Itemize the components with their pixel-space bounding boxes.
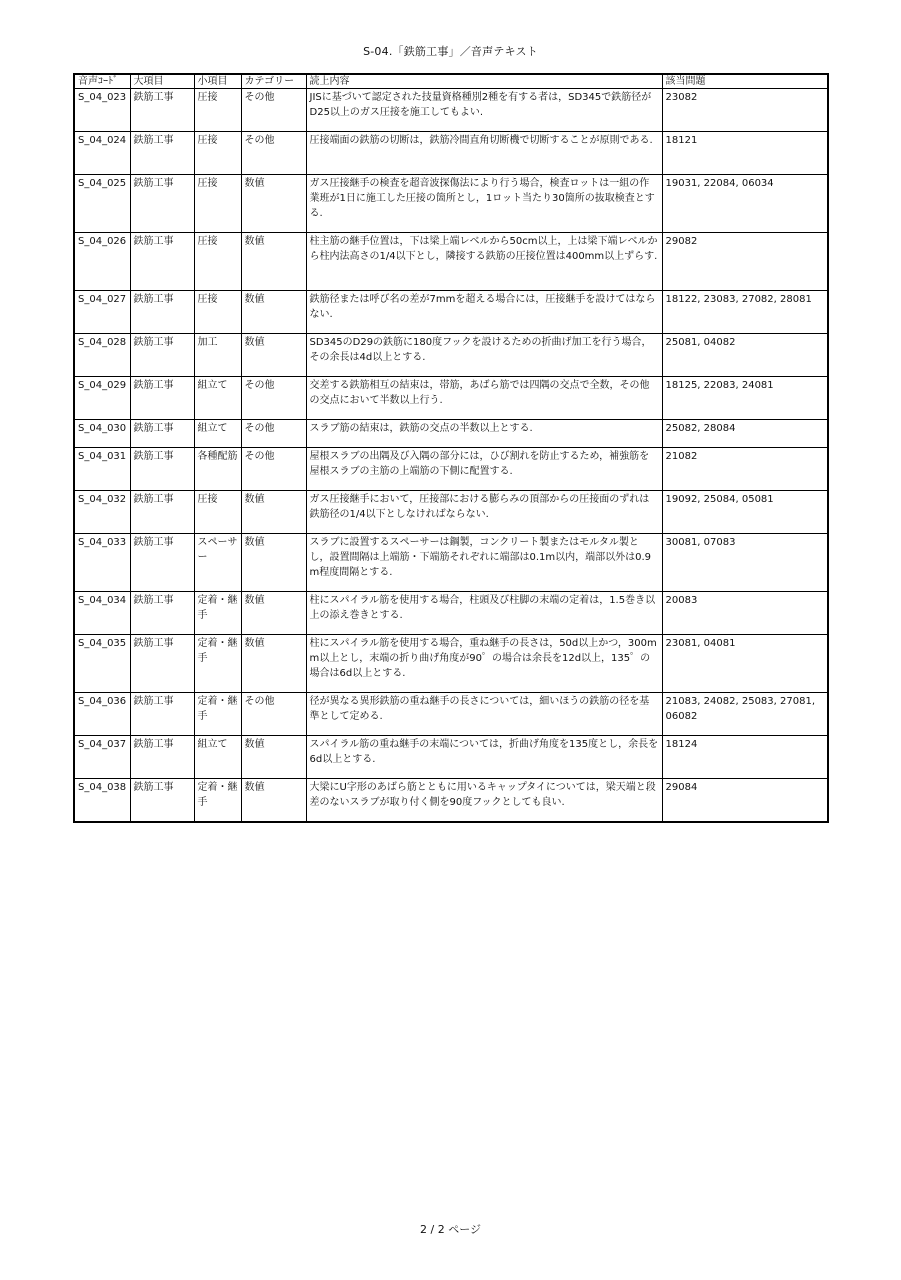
cell-text: スラブ筋の結束は，鉄筋の交点の半数以上とする.: [306, 420, 662, 448]
cell-code: S_04_034: [74, 592, 130, 635]
cell-major: 鉄筋工事: [130, 175, 194, 233]
cell-major: 鉄筋工事: [130, 233, 194, 291]
cell-category: その他: [241, 377, 306, 420]
cell-major: 鉄筋工事: [130, 89, 194, 132]
cell-minor: 加工: [194, 334, 241, 377]
cell-category: 数値: [241, 736, 306, 779]
cell-code: S_04_027: [74, 291, 130, 334]
table-row: [74, 89, 828, 132]
table-row: [74, 779, 828, 822]
header-minor: 小項目: [194, 74, 241, 89]
cell-questions: 25082, 28084: [662, 420, 828, 448]
cell-category: その他: [241, 132, 306, 175]
cell-questions: 18121: [662, 132, 828, 175]
cell-text: 柱主筋の継手位置は，下は梁上端レベルから50cm以上，上は梁下端レベルから柱内法高さの1/4以下とし，隣接する鉄筋の圧接位置は400mm以上ずらす.: [306, 233, 662, 291]
cell-major: 鉄筋工事: [130, 420, 194, 448]
cell-category: その他: [241, 89, 306, 132]
table-row: [74, 534, 828, 592]
cell-minor: 圧接: [194, 89, 241, 132]
cell-major: 鉄筋工事: [130, 448, 194, 491]
cell-questions: 21082: [662, 448, 828, 491]
page-footer: 2 / 2 ページ: [420, 1223, 481, 1236]
header-questions: 該当問題: [662, 74, 828, 89]
cell-questions: 30081, 07083: [662, 534, 828, 592]
cell-code: S_04_032: [74, 491, 130, 534]
cell-major: 鉄筋工事: [130, 779, 194, 822]
cell-text: スパイラル筋の重ね継手の末端については，折曲げ角度を135度とし，余長を6d以上とする.: [306, 736, 662, 779]
cell-text: 交差する鉄筋相互の結束は，帯筋，あばら筋では四隅の交点で全数，その他の交点において半数以上行う.: [306, 377, 662, 420]
table-row: [74, 377, 828, 420]
table-row: [74, 736, 828, 779]
cell-text: SD345のD29の鉄筋に180度フックを設けるための折曲げ加工を行う場合，その余長は4d以上とする.: [306, 334, 662, 377]
cell-code: S_04_026: [74, 233, 130, 291]
table-row: [74, 635, 828, 693]
table-row: [74, 592, 828, 635]
cell-category: 数値: [241, 491, 306, 534]
cell-code: S_04_033: [74, 534, 130, 592]
cell-questions: 29082: [662, 233, 828, 291]
cell-major: 鉄筋工事: [130, 334, 194, 377]
cell-questions: 25081, 04082: [662, 334, 828, 377]
cell-questions: 18122, 23083, 27082, 28081: [662, 291, 828, 334]
cell-code: S_04_024: [74, 132, 130, 175]
cell-minor: 定着・継手: [194, 693, 241, 736]
cell-text: 圧接端面の鉄筋の切断は，鉄筋冷間直角切断機で切断することが原則である.: [306, 132, 662, 175]
cell-minor: 定着・継手: [194, 635, 241, 693]
cell-text: 大梁にU字形のあばら筋とともに用いるキャップタイについては，梁天端と段差のないスラブが取り付く側を90度フックとしても良い.: [306, 779, 662, 822]
table-row: [74, 132, 828, 175]
cell-text: 柱にスパイラル筋を使用する場合，柱頭及び柱脚の末端の定着は，1.5巻き以上の添え巻きとする.: [306, 592, 662, 635]
cell-code: S_04_030: [74, 420, 130, 448]
cell-questions: 29084: [662, 779, 828, 822]
table-row: [74, 334, 828, 377]
cell-code: S_04_037: [74, 736, 130, 779]
cell-text: 屋根スラブの出隅及び入隅の部分には，ひび割れを防止するため，補強筋を屋根スラブの主筋の上端筋の下側に配置する.: [306, 448, 662, 491]
cell-minor: 圧接: [194, 175, 241, 233]
cell-major: 鉄筋工事: [130, 592, 194, 635]
cell-minor: スペーサー: [194, 534, 241, 592]
cell-code: S_04_025: [74, 175, 130, 233]
table-row: [74, 291, 828, 334]
cell-text: 鉄筋径または呼び名の差が7mmを超える場合には，圧接継手を設けてはならない.: [306, 291, 662, 334]
cell-minor: 圧接: [194, 491, 241, 534]
cell-major: 鉄筋工事: [130, 736, 194, 779]
cell-category: 数値: [241, 291, 306, 334]
cell-minor: 組立て: [194, 736, 241, 779]
cell-category: 数値: [241, 334, 306, 377]
cell-category: その他: [241, 448, 306, 491]
cell-minor: 各種配筋: [194, 448, 241, 491]
table-header-row: [74, 74, 828, 89]
cell-minor: 圧接: [194, 132, 241, 175]
cell-minor: 圧接: [194, 233, 241, 291]
cell-text: 径が異なる異形鉄筋の重ね継手の長さについては，細いほうの鉄筋の径を基準として定める.: [306, 693, 662, 736]
cell-category: 数値: [241, 534, 306, 592]
cell-code: S_04_023: [74, 89, 130, 132]
cell-major: 鉄筋工事: [130, 635, 194, 693]
cell-minor: 圧接: [194, 291, 241, 334]
cell-code: S_04_031: [74, 448, 130, 491]
cell-questions: 18124: [662, 736, 828, 779]
table-row: [74, 448, 828, 491]
cell-minor: 定着・継手: [194, 592, 241, 635]
cell-text: ガス圧接継手において，圧接部における膨らみの頂部からの圧接面のずれは鉄筋径の1/4以下としなければならない.: [306, 491, 662, 534]
table-row: [74, 233, 828, 291]
cell-category: 数値: [241, 779, 306, 822]
cell-questions: 19092, 25084, 05081: [662, 491, 828, 534]
header-major: 大項目: [130, 74, 194, 89]
cell-category: その他: [241, 420, 306, 448]
cell-code: S_04_036: [74, 693, 130, 736]
document-title: S-04.「鉄筋工事」／音声テキスト: [363, 45, 538, 58]
cell-major: 鉄筋工事: [130, 534, 194, 592]
cell-text: スラブに設置するスペーサーは鋼製，コンクリート製またはモルタル製とし，設置間隔は上端筋・下端筋それぞれに端部は0.1m以内，端部以外は0.9m程度間隔とする.: [306, 534, 662, 592]
cell-minor: 組立て: [194, 420, 241, 448]
cell-major: 鉄筋工事: [130, 693, 194, 736]
voice-text-table: [73, 73, 829, 823]
cell-category: 数値: [241, 635, 306, 693]
cell-code: S_04_028: [74, 334, 130, 377]
table-row: [74, 693, 828, 736]
table-row: [74, 420, 828, 448]
cell-minor: 組立て: [194, 377, 241, 420]
cell-major: 鉄筋工事: [130, 291, 194, 334]
table-row: [74, 491, 828, 534]
cell-questions: 21083, 24082, 25083, 27081, 06082: [662, 693, 828, 736]
cell-code: S_04_029: [74, 377, 130, 420]
cell-text: JISに基づいて認定された技量資格種別2種を有する者は，SD345で鉄筋径がD25以上のガス圧接を施工してもよい.: [306, 89, 662, 132]
cell-text: 柱にスパイラル筋を使用する場合，重ね継手の長さは，50d以上かつ，300mm以上とし，末端の折り曲げ角度が90゜の場合は余長を12d以上，135゜の場合は6d以上とする.: [306, 635, 662, 693]
cell-code: S_04_038: [74, 779, 130, 822]
header-category: カテゴリー: [241, 74, 306, 89]
header-text: 読上内容: [306, 74, 662, 89]
cell-questions: 23081, 04081: [662, 635, 828, 693]
cell-questions: 20083: [662, 592, 828, 635]
cell-code: S_04_035: [74, 635, 130, 693]
cell-major: 鉄筋工事: [130, 377, 194, 420]
table-row: [74, 175, 828, 233]
cell-category: 数値: [241, 233, 306, 291]
cell-text: ガス圧接継手の検査を超音波探傷法により行う場合，検査ロットは一組の作業班が1日に施工した圧接の箇所とし，1ロット当たり30箇所の抜取検査とする.: [306, 175, 662, 233]
header-code: 音声ｺｰﾄﾞ: [74, 74, 130, 89]
cell-category: 数値: [241, 592, 306, 635]
cell-questions: 23082: [662, 89, 828, 132]
cell-questions: 19031, 22084, 06034: [662, 175, 828, 233]
cell-category: その他: [241, 693, 306, 736]
cell-minor: 定着・継手: [194, 779, 241, 822]
cell-questions: 18125, 22083, 24081: [662, 377, 828, 420]
cell-major: 鉄筋工事: [130, 491, 194, 534]
cell-category: 数値: [241, 175, 306, 233]
cell-major: 鉄筋工事: [130, 132, 194, 175]
